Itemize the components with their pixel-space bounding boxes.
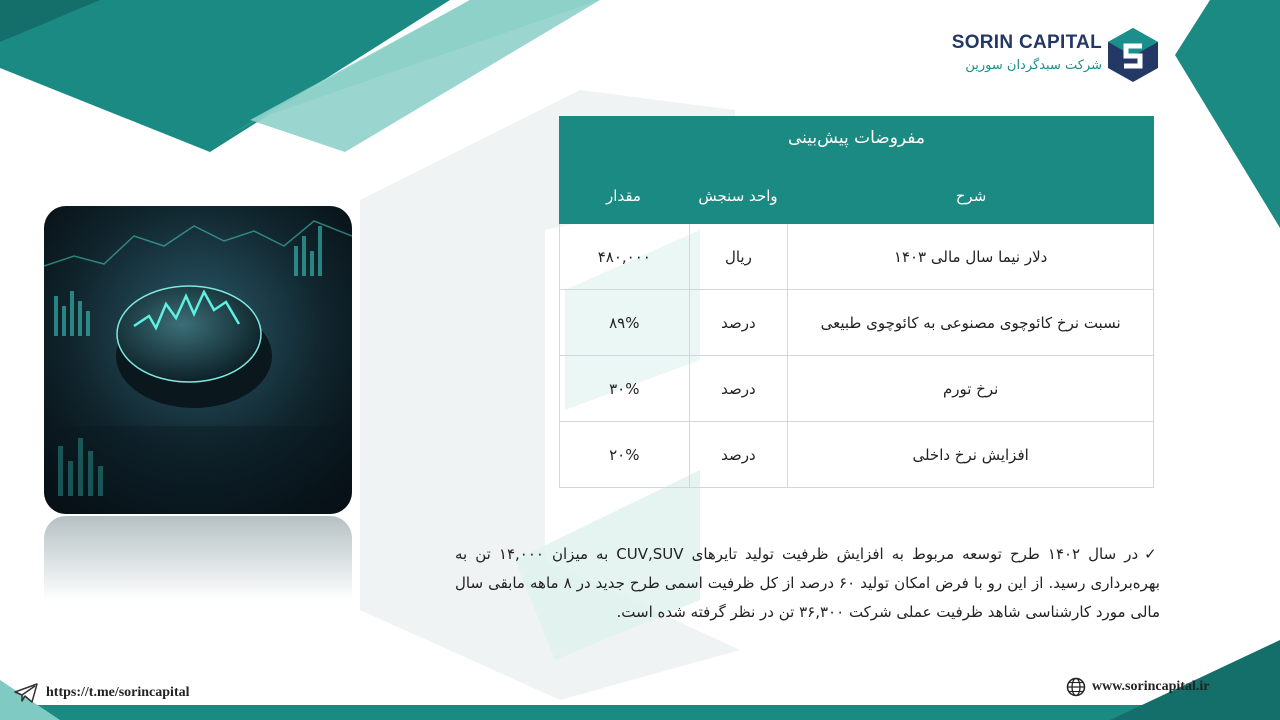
- cell-description: نسبت نرخ کائوچوی مصنوعی به کائوچوی طبیعی: [820, 313, 1121, 332]
- capacity-note: [455, 540, 1160, 627]
- forecast-table: [559, 116, 1154, 490]
- globe-icon: [1066, 677, 1086, 697]
- finance-illustration: [44, 206, 352, 514]
- telegram-link[interactable]: [14, 683, 190, 703]
- table-title: مفروضات پیش‌بینی: [787, 128, 925, 148]
- cell-amount: ۲۰%: [609, 445, 640, 464]
- cell-description: افزایش نرخ داخلی: [912, 445, 1029, 464]
- cell-unit: درصد: [689, 356, 789, 421]
- cell-unit: درصد: [689, 290, 789, 355]
- brand-name: SORIN CAPITAL: [951, 32, 1102, 53]
- reflection-graphic: [44, 516, 352, 600]
- bottom-band: [0, 705, 1280, 720]
- capacity-note-text: در سال ۱۴۰۲ طرح توسعه مربوط به افزایش ظرفیت تولید تایرهای CUV,SUV به میزان ۱۴,۰۰۰ تن به بهره‌برداری رسید. از این رو با فرض امکان تولید ۶۰ درصد از کل ظرفیت اسمی طرح جدید در ۸ ماهه مابقی سال مالی مورد کارشناسی شاهد ظرفیت عملی شرکت ۳۶,۳۰۰ تن در نظر گرفته شده است.: [455, 545, 1160, 621]
- table-header: [559, 116, 1154, 224]
- finance-illustration-reflection: [44, 516, 352, 600]
- table-row: [560, 224, 1153, 290]
- column-header-description: شرح: [955, 187, 987, 205]
- sorin-logo-icon: [1106, 26, 1160, 84]
- cell-amount: ۳۰%: [609, 379, 640, 398]
- finance-illustration-graphic: [44, 206, 352, 514]
- website-url: www.sorincapital.ir: [1092, 679, 1210, 694]
- telegram-url: https://t.me/sorincapital: [46, 685, 190, 700]
- column-header-amount: مقدار: [606, 187, 641, 205]
- right-band: [1175, 0, 1280, 228]
- website-link[interactable]: [1066, 677, 1209, 697]
- cell-description: نرخ تورم: [942, 379, 999, 398]
- brand-subtitle: شرکت سبدگردان سورین: [965, 58, 1102, 73]
- cell-amount: ۸۹%: [609, 313, 640, 332]
- table-row: [560, 422, 1153, 488]
- table-row: [560, 290, 1153, 356]
- table-column-headers: [559, 178, 1154, 214]
- telegram-icon: [14, 683, 38, 703]
- brand-logo[interactable]: [950, 26, 1160, 86]
- table-body: [559, 224, 1154, 488]
- cell-unit: ریال: [689, 224, 789, 289]
- cell-amount: ۴۸۰,۰۰۰: [597, 247, 651, 266]
- cell-unit: درصد: [689, 422, 789, 487]
- column-header-unit: واحد سنجش: [698, 187, 778, 205]
- table-row: [560, 356, 1153, 422]
- checkmark-icon: ✓: [1144, 545, 1160, 563]
- cell-description: دلار نیما سال مالی ۱۴۰۳: [893, 247, 1048, 266]
